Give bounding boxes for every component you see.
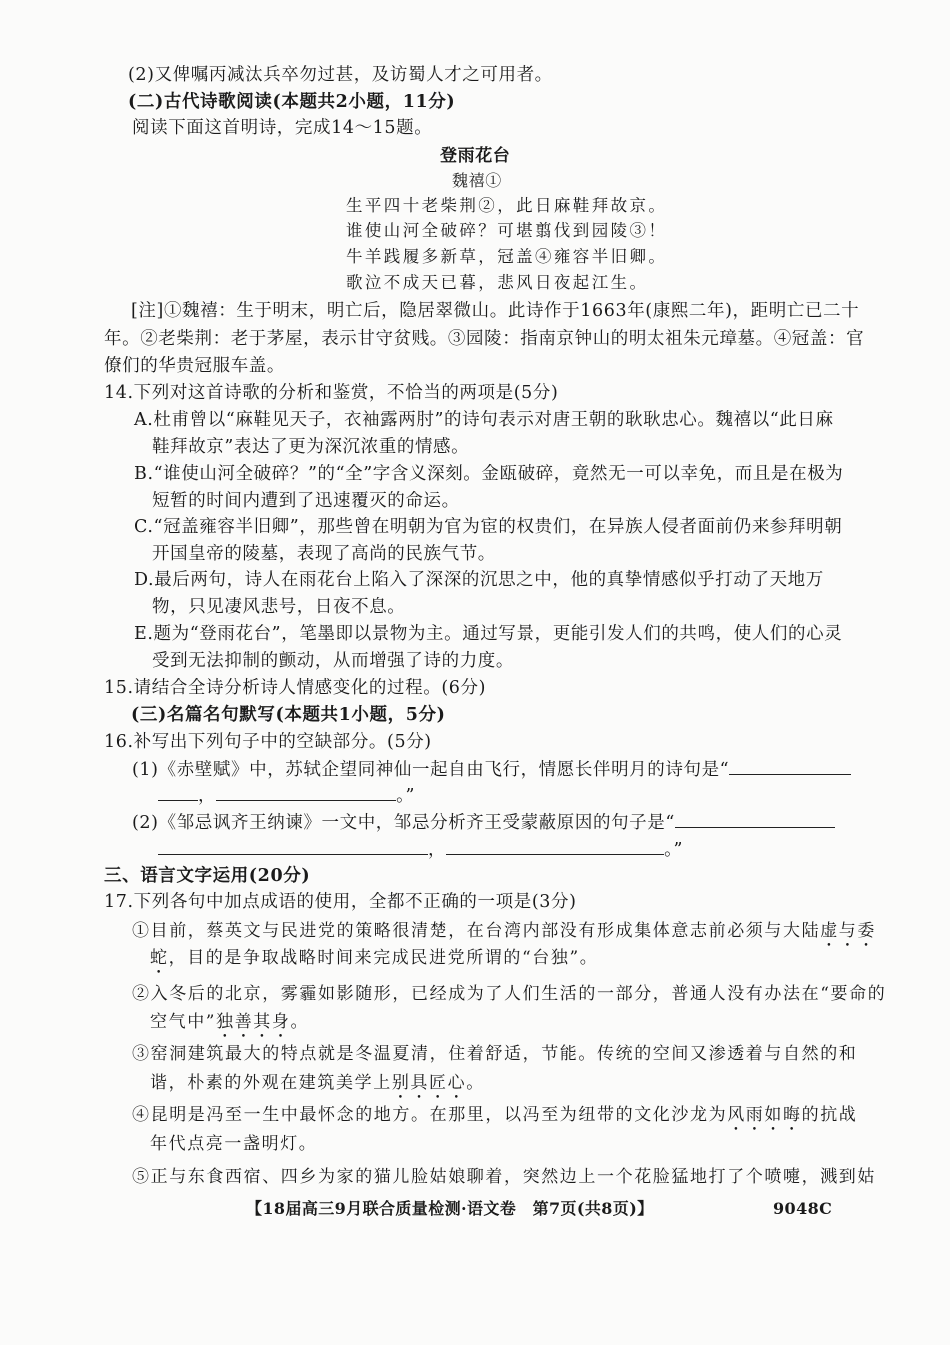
poem-author: 魏禧① bbox=[452, 171, 502, 190]
part-3-heading: 三、语言文字运用(20分) bbox=[104, 866, 311, 886]
section-3-heading: (三)名篇名句默写(本题共1小题，5分) bbox=[131, 705, 446, 725]
comma: ， bbox=[428, 840, 447, 860]
page-footer: 【18届高三9月联合质量检测·语文卷 第7页(共8页)】 bbox=[246, 1199, 654, 1218]
q16-stem: 16.补写出下列句子中的空缺部分。(5分) bbox=[104, 732, 432, 752]
q17-sentence-3-line-1: ③窑洞建筑最大的特点就是冬温夏清，住着舒适，节能。传统的空间又渗透着与自然的和 bbox=[132, 1044, 858, 1064]
sentence-text: 的抗战 bbox=[801, 1105, 858, 1125]
note-line-1: [注]①魏禧：生于明末，明亡后，隐居翠微山。此诗作于1663年(康熙二年)，距明亡已二十 bbox=[131, 301, 860, 321]
quote-close: 。” bbox=[664, 840, 684, 860]
q16-item-2 bbox=[132, 810, 835, 835]
q17-sentence-2-line-2 bbox=[150, 1010, 309, 1042]
q16-item-2-text: (2)《邹忌讽齐王纳谏》一文中，邹忌分析齐王受蒙蔽原因的句子是“ bbox=[132, 813, 675, 833]
poem-title: 登雨花台 bbox=[440, 146, 511, 166]
q14-option-c-line-2: 开国皇帝的陵墓，表现了高尚的民族气节。 bbox=[152, 544, 496, 564]
q14-option-a-line-2: 鞋拜故京”表达了更为深沉浓重的情感。 bbox=[152, 437, 470, 457]
q14-option-e-line-2: 受到无法抑制的颤动，从而增强了诗的力度。 bbox=[152, 651, 514, 671]
poem-line-4: 歌泣不成天已暮，悲风日夜起江生。 bbox=[346, 273, 649, 292]
answer-blank[interactable] bbox=[158, 783, 198, 801]
sentence-text: 谐，朴素的外观在建筑美学上 bbox=[150, 1073, 392, 1093]
sentence-text: 空气中” bbox=[150, 1012, 217, 1032]
q14-option-a-line-1: A.杜甫曾以“麻鞋见天子，衣袖露两肘”的诗句表示对唐王朝的耿耿忠心。魏禧以“此日麻 bbox=[134, 410, 834, 430]
sentence-text: ①目前，蔡英文与民进党的策略很清楚，在台湾内部没有形成集体意志前必须与大陆 bbox=[132, 921, 821, 941]
q16-item-1-text: (1)《赤壁赋》中，苏轼企望同神仙一起自由飞行，情愿长伴明月的诗句是“ bbox=[132, 760, 730, 780]
q17-stem: 17.下列各句中加点成语的使用，全都不正确的一项是(3分) bbox=[104, 892, 577, 912]
q14-stem: 14.下列对这首诗歌的分析和鉴赏，不恰当的两项是(5分) bbox=[104, 383, 559, 403]
sentence-text: 。 bbox=[290, 1012, 310, 1032]
poem-line-3: 牛羊践履多新草，冠盖④雍容半旧卿。 bbox=[346, 247, 668, 266]
q17-sentence-3-line-2 bbox=[150, 1071, 485, 1103]
dotted-idiom: 蛇 bbox=[150, 948, 169, 968]
dotted-idiom: 虚与委 bbox=[820, 921, 877, 941]
q16-item-1-cont bbox=[158, 783, 415, 808]
note-line-2: 年。②老柴荆：老于茅屋，表示甘守贫贱。③园陵：指南京钟山的明太祖朱元璋墓。④冠盖：官 bbox=[104, 329, 865, 349]
answer-blank[interactable] bbox=[729, 757, 851, 775]
answer-blank[interactable] bbox=[216, 783, 396, 801]
q17-sentence-4-line-2: 年代点亮一盏明灯。 bbox=[150, 1134, 318, 1154]
paper-code: 9048C bbox=[773, 1199, 833, 1218]
quote-close: 。” bbox=[396, 786, 416, 806]
q17-sentence-1-line-2 bbox=[150, 946, 598, 978]
sentence-text: ，目的是争取战略时间来完成民进党所谓的“台独”。 bbox=[168, 948, 599, 968]
dotted-idiom: 风雨如晦 bbox=[727, 1105, 802, 1125]
note-line-3: 僚们的华贵冠服车盖。 bbox=[104, 356, 285, 376]
q17-sentence-4-line-1 bbox=[132, 1103, 857, 1135]
q14-option-b-line-1: B.“谁使山河全破碎？”的“全”字含义深刻。金瓯破碎，竟然无一可以幸免，而且是在极为 bbox=[134, 464, 844, 484]
q15-stem: 15.请结合全诗分析诗人情感变化的过程。(6分) bbox=[104, 678, 487, 698]
q14-option-d-line-1: D.最后两句，诗人在雨花台上陷入了深深的沉思之中，他的真挚情感似乎打动了天地万 bbox=[134, 570, 824, 590]
section-2-heading: (二)古代诗歌阅读(本题共2小题，11分) bbox=[128, 92, 456, 112]
sentence-text: 。 bbox=[466, 1073, 485, 1093]
q14-option-c-line-1: C.“冠盖雍容半旧卿”，那些曾在明朝为官为宦的权贵们，在异族人侵者面前仍来参拜明朝 bbox=[134, 517, 843, 537]
q16-item-2-cont bbox=[158, 837, 683, 862]
comma: ， bbox=[198, 786, 217, 806]
q14-option-e-line-1: E.题为“登雨花台”，笔墨即以景物为主。通过写景，更能引发人们的共鸣，使人们的心灵 bbox=[134, 624, 843, 644]
q17-sentence-5-line-1: ⑤正与东食西宿、四乡为家的猫儿脸姑娘聊着，突然边上一个花脸猛地打了个喷嚏，溅到姑 bbox=[132, 1167, 876, 1187]
q13-item-2: (2)又俾嘱丙减汰兵卒勿过甚，及访蜀人才之可用者。 bbox=[128, 65, 553, 85]
q17-sentence-2-line-1: ②入冬后的北京，雾霾如影随形，已经成为了人们生活的一部分，普通人没有办法在“要命的 bbox=[132, 984, 887, 1004]
poem-line-1: 生平四十老柴荆②，此日麻鞋拜故京。 bbox=[346, 196, 668, 215]
answer-blank[interactable] bbox=[675, 810, 835, 828]
answer-blank[interactable] bbox=[446, 837, 664, 855]
poem-line-2: 谁使山河全破碎？可堪翦伐到园陵③！ bbox=[346, 221, 668, 240]
q14-option-d-line-2: 物，只见凄风悲号，日夜不息。 bbox=[152, 597, 406, 617]
dotted-idiom: 独善其身 bbox=[216, 1012, 291, 1032]
sentence-text: ④昆明是冯至一生中最怀念的地方。在那里，以冯至为纽带的文化沙龙为 bbox=[132, 1105, 728, 1125]
q16-item-1 bbox=[132, 757, 851, 782]
section-2-instruction: 阅读下面这首明诗，完成14～15题。 bbox=[132, 118, 433, 138]
dotted-idiom: 别具匠心 bbox=[391, 1073, 467, 1093]
answer-blank[interactable] bbox=[158, 837, 428, 855]
q14-option-b-line-2: 短暂的时间内遭到了迅速覆灭的命运。 bbox=[152, 491, 460, 511]
